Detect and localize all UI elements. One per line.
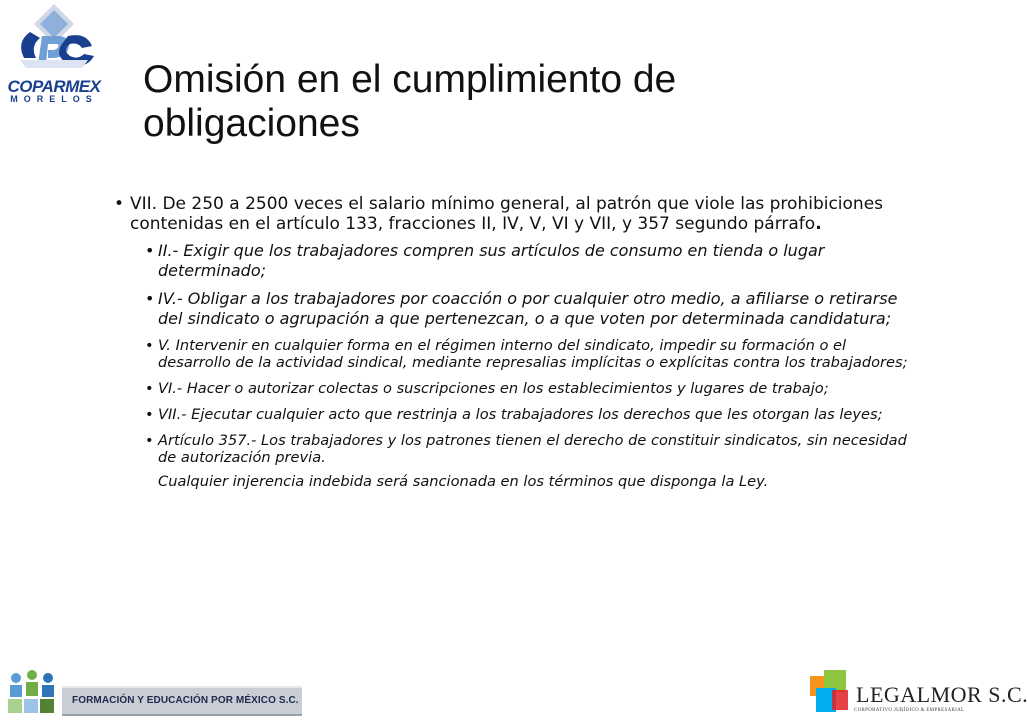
title-line-1: Omisión en el cumplimiento de — [143, 58, 677, 101]
main-point-text: VII. De 250 a 2500 veces el salario mínimo general, al patrón que viole las prohibiciones contenidas en el artículo 133, fracciones II, IV, V, VI y VII, y 357 segundo párrafo — [130, 194, 884, 234]
sub-point — [136, 337, 912, 371]
footer-right-logo — [806, 668, 1028, 720]
bullet-icon: • — [114, 194, 125, 214]
coparmex-logo — [2, 2, 106, 102]
slide-body — [112, 194, 912, 491]
sub-point-text: V. Intervenir en cualquier forma en el régimen interno del sindicato, impedir su formación o el desarrollo de la actividad sindical, mediante represalias implícitas o explícitas contra los trabajadores; — [158, 337, 908, 371]
footer-left-logo — [4, 668, 302, 718]
sub-point — [136, 432, 912, 466]
sub-point-text: VI.- Hacer o autorizar colectas o suscripciones en los establecimientos y lugares de trabajo; — [158, 380, 829, 397]
bullet-icon: • — [145, 289, 155, 308]
sub-point-text: IV.- Obligar a los trabajadores por coacción o por cualquier otro medio, a afiliarse o retirarse del sindicato o agrupación a que pertenezcan, o a que voten por determinada candidatura; — [158, 289, 898, 328]
bullet-icon: • — [145, 432, 154, 449]
bullet-icon: • — [145, 241, 155, 260]
logo-wordmark: COPARMEX — [7, 77, 101, 96]
sub-point — [136, 406, 912, 423]
legalmor-squares-icon — [806, 668, 854, 718]
legalmor-tagline: CORPORATIVO JURÍDICO & EMPRESARIAL — [854, 708, 965, 713]
coparmex-emblem-icon — [2, 2, 106, 80]
footer-org-bar — [62, 686, 302, 716]
title-line-2: obligaciones — [143, 102, 360, 145]
bullet-icon: • — [145, 380, 154, 397]
sub-point — [136, 289, 912, 329]
sub-point-text: Artículo 357.- Los trabajadores y los patrones tienen el derecho de constituir sindicatos, sin necesidad de autorización previa. — [158, 432, 907, 466]
bullet-icon: • — [145, 406, 154, 423]
people-blocks-icon — [4, 668, 60, 718]
bullet-icon: • — [145, 337, 154, 354]
sub-point — [136, 380, 912, 397]
sub-point-text: II.- Exigir que los trabajadores compren sus artículos de consumo en tienda o lugar determinado; — [158, 241, 825, 280]
sub-point-text: VII.- Ejecutar cualquier acto que restrinja a los trabajadores los derechos que les otorgan las leyes; — [158, 406, 883, 423]
sub-list — [136, 241, 912, 466]
main-point-end: . — [815, 214, 822, 234]
logo-subtitle: MORELOS — [10, 94, 98, 104]
main-list — [112, 194, 912, 491]
page-title — [143, 58, 943, 146]
closing-note: Cualquier injerencia indebida será sancionada en los términos que disponga la Ley. — [158, 473, 769, 490]
footer-org-name: FORMACIÓN Y EDUCACIÓN POR MÉXICO S.C. — [72, 695, 299, 706]
sub-point — [136, 241, 912, 281]
legalmor-name: LEGALMOR S.C. — [856, 682, 1028, 707]
main-point — [112, 194, 912, 491]
